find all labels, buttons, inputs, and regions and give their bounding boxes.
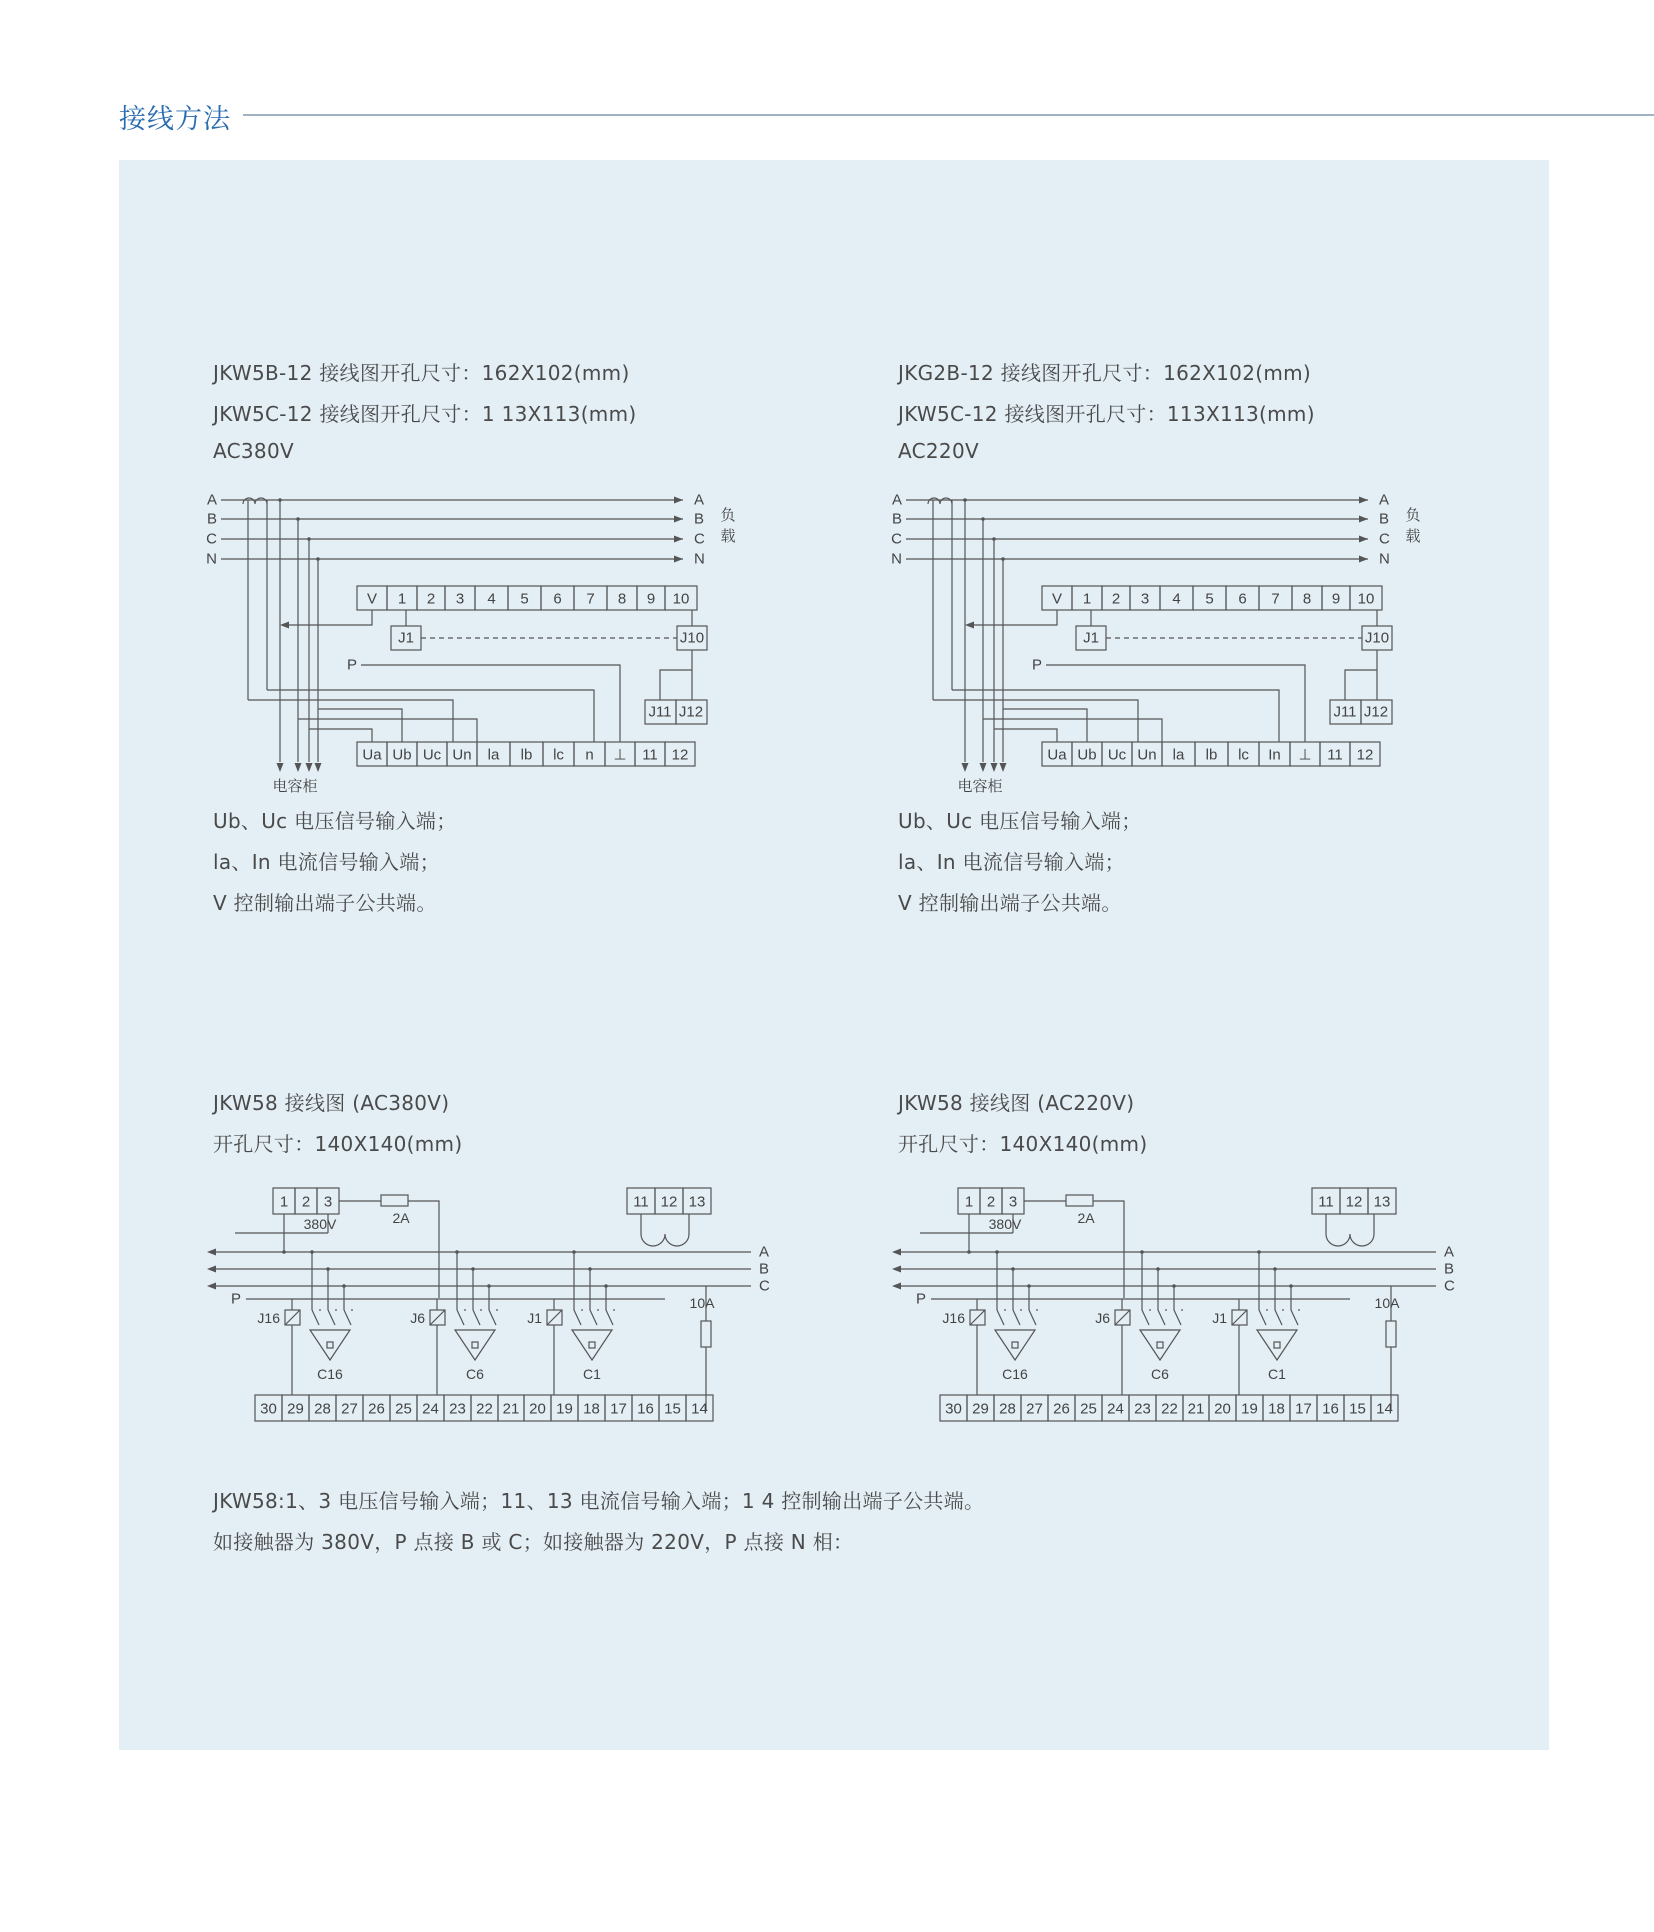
rt-voltage: AC220V xyxy=(898,439,979,463)
ct-wire-b2 xyxy=(267,690,594,742)
contact-switch xyxy=(473,1310,480,1325)
strip-terminal-label: 26 xyxy=(368,1400,385,1418)
bus-arrow-A xyxy=(892,1249,901,1256)
cabinet-arrow-down xyxy=(306,763,313,772)
top-terminal-label: 5 xyxy=(1205,590,1214,608)
load-phase-label-A: A xyxy=(1379,491,1390,509)
strip-terminal-label: 24 xyxy=(422,1400,439,1418)
contact-switch xyxy=(1029,1310,1036,1325)
p-label: P xyxy=(346,656,357,674)
fuse-10a-label: 10A xyxy=(689,1295,715,1311)
capacitor-icon xyxy=(1257,1330,1297,1360)
bus-arrow-A xyxy=(674,497,683,504)
strip-terminal-label: 30 xyxy=(260,1400,277,1418)
capacitor-label: C1 xyxy=(583,1366,601,1382)
p-label: P xyxy=(1031,656,1042,674)
bottom-terminal-label: In xyxy=(1268,746,1281,764)
top-terminal-label: 9 xyxy=(1331,590,1341,608)
top-terminal-label: 1 xyxy=(1082,590,1092,608)
strip-terminal-label: 20 xyxy=(529,1400,546,1418)
v-arrow-left xyxy=(280,622,289,629)
top-terminal-label: 2 xyxy=(1111,590,1121,608)
current-terminal-label: 11 xyxy=(633,1193,649,1211)
strip-terminal-label: 20 xyxy=(1214,1400,1231,1418)
capacitor-label: C1 xyxy=(1268,1366,1286,1382)
fuse-2a-icon xyxy=(1066,1195,1093,1206)
bottom-terminal-label: Ub xyxy=(392,746,412,764)
fuse-2a-icon xyxy=(381,1195,408,1206)
capacitor-core-icon xyxy=(589,1342,595,1348)
cabinet-arrow-down xyxy=(962,763,969,772)
wire-j11 xyxy=(660,670,692,700)
junction-dot xyxy=(282,1250,286,1254)
top-terminal-label: 7 xyxy=(586,590,595,608)
top-terminal-label: 9 xyxy=(646,590,656,608)
strip-terminal-label: 27 xyxy=(341,1400,358,1418)
contact-switch xyxy=(1158,1310,1165,1325)
top-terminal-label: 10 xyxy=(1357,590,1375,608)
lt-note-3: V 控制输出端子公共端。 xyxy=(213,891,437,915)
cabinet-arrow-down xyxy=(315,763,322,772)
footer-note-1: JKW58:1、3 电压信号输入端；11、13 电流信号输入端；1 4 控制输出端子公共端。 xyxy=(213,1489,985,1513)
phase-label-C: C xyxy=(759,1277,770,1295)
wire-uc xyxy=(318,709,402,742)
contact-switch xyxy=(489,1310,496,1325)
strip-terminal-label: 30 xyxy=(945,1400,962,1418)
bus-arrow-B xyxy=(207,1266,216,1273)
ct-loops-icon xyxy=(1326,1214,1374,1246)
ct-coil-icon xyxy=(928,498,952,504)
bottom-terminal-label: n xyxy=(585,746,594,764)
lt-voltage: AC380V xyxy=(213,439,294,463)
bottom-terminal-label: Uc xyxy=(422,746,442,764)
ct-wire-b2 xyxy=(952,690,1279,742)
rb-size: 开孔尺寸：140X140(mm) xyxy=(898,1132,1148,1156)
top-terminal-label: V xyxy=(366,590,378,608)
bottom-terminal-label: Ua xyxy=(362,746,382,764)
phase-label-A: A xyxy=(891,491,902,509)
strip-terminal-label: 23 xyxy=(449,1400,466,1418)
load-phase-label-N: N xyxy=(694,550,705,568)
strip-terminal-label: 17 xyxy=(1295,1400,1312,1418)
relay-j1-label: J1 xyxy=(398,629,414,647)
relay-coil-slash xyxy=(1232,1310,1247,1325)
capacitor-icon xyxy=(572,1330,612,1360)
bus-arrow-A xyxy=(1359,497,1368,504)
strip-terminal-label: 19 xyxy=(556,1400,573,1418)
bus-arrow-C xyxy=(674,536,683,543)
fuse-10a-icon xyxy=(701,1321,711,1347)
contact-switch xyxy=(1275,1310,1282,1325)
contact-switch xyxy=(606,1310,613,1325)
current-terminal-label: 13 xyxy=(1373,1193,1391,1211)
top-terminal-label: 8 xyxy=(1302,590,1312,608)
relay-label: J1 xyxy=(1212,1310,1227,1326)
relay-label: J16 xyxy=(942,1310,965,1326)
relay-coil-slash xyxy=(970,1310,985,1325)
bottom-terminal-label: lb xyxy=(520,746,533,764)
voltage-terminal-label: 1 xyxy=(964,1193,974,1211)
strip-terminal-label: 27 xyxy=(1026,1400,1043,1418)
cabinet-arrow-down xyxy=(277,763,284,772)
top-terminal-label: V xyxy=(1051,590,1063,608)
relay-coil-slash xyxy=(1115,1310,1130,1325)
rt-note-3: V 控制输出端子公共端。 xyxy=(898,891,1122,915)
ct-loops-icon xyxy=(641,1214,689,1246)
ct-wire-a2 xyxy=(933,700,1138,742)
strip-terminal-label: 21 xyxy=(1187,1400,1205,1418)
bottom-terminal-label: la xyxy=(487,746,500,764)
rt-note-1: Ub、Uc 电压信号输入端； xyxy=(898,809,1142,833)
wiring-diagram-jkw5-380v xyxy=(205,480,765,795)
load-label: 负 xyxy=(1405,506,1421,524)
bus-arrow-C xyxy=(892,1283,901,1290)
top-terminal-label: 4 xyxy=(1172,590,1181,608)
relay-coil-slash xyxy=(285,1310,300,1325)
bus-arrow-B xyxy=(892,1266,901,1273)
strip-terminal-label: 14 xyxy=(1376,1400,1393,1418)
wire-v-common xyxy=(972,610,1057,625)
bus-arrow-C xyxy=(1359,536,1368,543)
strip-terminal-label: 16 xyxy=(1322,1400,1339,1418)
relay-j11-label: J11 xyxy=(648,703,672,721)
bottom-terminal-label: la xyxy=(1172,746,1185,764)
strip-terminal-label: 15 xyxy=(664,1400,681,1418)
contact-switch xyxy=(1259,1310,1266,1325)
top-terminal-label: 3 xyxy=(455,590,465,608)
footer-note-2: 如接触器为 380V，P 点接 B 或 C；如接触器为 220V，P 点接 N 相： xyxy=(213,1530,854,1554)
wire-uc xyxy=(1003,709,1087,742)
bottom-terminal-label: 11 xyxy=(1327,746,1343,764)
ct-wire-a2 xyxy=(248,700,453,742)
contact-switch xyxy=(997,1310,1004,1325)
relay-label: J1 xyxy=(527,1310,542,1326)
strip-terminal-label: 16 xyxy=(637,1400,654,1418)
strip-terminal-label: 18 xyxy=(1268,1400,1285,1418)
bottom-terminal-label: lb xyxy=(1205,746,1218,764)
capacitor-core-icon xyxy=(1274,1342,1280,1348)
capacitor-label: C6 xyxy=(1151,1366,1169,1382)
relay-label: J6 xyxy=(410,1310,425,1326)
cabinet-label: 电容柜 xyxy=(957,777,1003,795)
section-title: 接线方法 xyxy=(119,104,231,135)
bottom-terminal-label: Ub xyxy=(1077,746,1097,764)
strip-terminal-label: 28 xyxy=(999,1400,1016,1418)
relay-j11-label: J11 xyxy=(1333,703,1357,721)
contact-switch xyxy=(1142,1310,1149,1325)
contact-switch xyxy=(574,1310,581,1325)
section-header xyxy=(119,92,1539,135)
capacitor-label: C6 xyxy=(466,1366,484,1382)
load-label: 载 xyxy=(720,527,736,545)
top-terminal-label: 6 xyxy=(553,590,562,608)
phase-label-A: A xyxy=(206,491,217,509)
capacitor-icon xyxy=(995,1330,1035,1360)
wire-p xyxy=(1046,665,1305,742)
top-terminal-label: 1 xyxy=(397,590,407,608)
strip-terminal-label: 25 xyxy=(1080,1400,1097,1418)
capacitor-icon xyxy=(310,1330,350,1360)
top-terminal-label: 10 xyxy=(672,590,690,608)
current-terminal-label: 11 xyxy=(1318,1193,1334,1211)
strip-terminal-label: 15 xyxy=(1349,1400,1366,1418)
v-arrow-left xyxy=(965,622,974,629)
phase-label-B: B xyxy=(759,1260,770,1278)
wire-ub xyxy=(298,719,477,742)
phase-label-A: A xyxy=(759,1243,770,1261)
phase-label-B: B xyxy=(206,510,217,528)
top-terminal-label: 8 xyxy=(617,590,627,608)
bottom-terminal-label: ⊥ xyxy=(613,746,627,764)
current-terminal-label: 12 xyxy=(1345,1193,1363,1211)
cabinet-arrow-down xyxy=(295,763,302,772)
rt-spec-1: JKG2B-12 接线图开孔尺寸：162X102(mm) xyxy=(898,361,1311,385)
bottom-terminal-label: Un xyxy=(1137,746,1157,764)
voltage-terminal-label: 3 xyxy=(1008,1193,1018,1211)
relay-j1-label: J1 xyxy=(1083,629,1099,647)
voltage-terminal-label: 2 xyxy=(986,1193,996,1211)
cabinet-arrow-down xyxy=(1000,763,1007,772)
bus-arrow-N xyxy=(674,556,683,563)
lt-note-2: la、In 电流信号输入端； xyxy=(213,850,440,874)
voltage-terminal-label: 2 xyxy=(301,1193,311,1211)
top-terminal-label: 4 xyxy=(487,590,496,608)
capacitor-icon xyxy=(455,1330,495,1360)
strip-terminal-label: 28 xyxy=(314,1400,331,1418)
relay-label: J6 xyxy=(1095,1310,1110,1326)
current-terminal-label: 12 xyxy=(660,1193,678,1211)
phase-label-B: B xyxy=(891,510,902,528)
strip-terminal-label: 21 xyxy=(502,1400,520,1418)
header-rule xyxy=(243,114,1654,116)
voltage-terminal-label: 3 xyxy=(323,1193,333,1211)
lt-note-1: Ub、Uc 电压信号输入端； xyxy=(213,809,457,833)
strip-terminal-label: 18 xyxy=(583,1400,600,1418)
load-phase-label-N: N xyxy=(1379,550,1390,568)
bus-arrow-B xyxy=(674,516,683,523)
top-terminal-label: 3 xyxy=(1140,590,1150,608)
bottom-terminal-label: lc xyxy=(553,746,564,764)
contact-switch xyxy=(1291,1310,1298,1325)
wire-ub xyxy=(983,719,1162,742)
bottom-terminal-label: ⊥ xyxy=(1298,746,1312,764)
p-label: P xyxy=(230,1290,241,1308)
bottom-terminal-label: 11 xyxy=(642,746,658,764)
lb-title: JKW58 接线图 (AC380V) xyxy=(213,1091,450,1115)
rb-title: JKW58 接线图 (AC220V) xyxy=(898,1091,1135,1115)
strip-terminal-label: 26 xyxy=(1053,1400,1070,1418)
relay-j10-label: J10 xyxy=(1364,629,1390,647)
relay-coil-slash xyxy=(430,1310,445,1325)
bus-arrow-N xyxy=(1359,556,1368,563)
current-terminal-label: 13 xyxy=(688,1193,706,1211)
contact-switch xyxy=(457,1310,464,1325)
strip-terminal-label: 19 xyxy=(1241,1400,1258,1418)
wiring-diagram-jkw58-220v xyxy=(890,1180,1470,1450)
top-terminal-label: 5 xyxy=(520,590,529,608)
lt-spec-2: JKW5C-12 接线图开孔尺寸：1 13X113(mm) xyxy=(213,402,637,426)
phase-label-N: N xyxy=(206,550,217,568)
capacitor-core-icon xyxy=(327,1342,333,1348)
load-phase-label-C: C xyxy=(694,530,705,548)
bottom-terminal-label: 12 xyxy=(671,746,689,764)
top-terminal-label: 7 xyxy=(1271,590,1280,608)
phase-label-C: C xyxy=(206,530,217,548)
relay-j10-label: J10 xyxy=(679,629,705,647)
contact-switch xyxy=(344,1310,351,1325)
load-phase-label-B: B xyxy=(694,510,705,528)
cabinet-arrow-down xyxy=(991,763,998,772)
lb-size: 开孔尺寸：140X140(mm) xyxy=(213,1132,463,1156)
relay-label: J16 xyxy=(257,1310,280,1326)
capacitor-core-icon xyxy=(472,1342,478,1348)
load-phase-label-B: B xyxy=(1379,510,1390,528)
fuse-10a-icon xyxy=(1386,1321,1396,1347)
contact-switch xyxy=(328,1310,335,1325)
load-phase-label-C: C xyxy=(1379,530,1390,548)
phase-label-N: N xyxy=(891,550,902,568)
strip-terminal-label: 24 xyxy=(1107,1400,1124,1418)
load-phase-label-A: A xyxy=(694,491,705,509)
fuse-2a-label: 2A xyxy=(392,1210,410,1226)
ct-coil-icon xyxy=(243,498,267,504)
strip-terminal-label: 22 xyxy=(1161,1400,1178,1418)
capacitor-core-icon xyxy=(1157,1342,1163,1348)
capacitor-core-icon xyxy=(1012,1342,1018,1348)
wire-fuse-2a-out xyxy=(1093,1201,1124,1298)
wire-v-common xyxy=(287,610,372,625)
phase-label-B: B xyxy=(1444,1260,1455,1278)
capacitor-label: C16 xyxy=(1002,1366,1028,1382)
bottom-terminal-label: Un xyxy=(452,746,472,764)
bottom-terminal-label: lc xyxy=(1238,746,1249,764)
capacitor-icon xyxy=(1140,1330,1180,1360)
wire-fuse-2a-out xyxy=(408,1201,439,1298)
p-label: P xyxy=(915,1290,926,1308)
bottom-terminal-label: Ua xyxy=(1047,746,1067,764)
relay-j12-label: J12 xyxy=(678,703,704,721)
relay-j12-label: J12 xyxy=(1363,703,1389,721)
bottom-terminal-label: Uc xyxy=(1107,746,1127,764)
load-label: 负 xyxy=(720,506,736,524)
contact-switch xyxy=(590,1310,597,1325)
v380-label: 380V xyxy=(303,1216,337,1232)
relay-coil-slash xyxy=(547,1310,562,1325)
rt-note-2: la、In 电流信号输入端； xyxy=(898,850,1125,874)
strip-terminal-label: 22 xyxy=(476,1400,493,1418)
v380-label: 380V xyxy=(988,1216,1022,1232)
capacitor-label: C16 xyxy=(317,1366,343,1382)
wiring-diagram-jkg2-220v xyxy=(890,480,1450,795)
lt-spec-1: JKW5B-12 接线图开孔尺寸：162X102(mm) xyxy=(213,361,630,385)
wire-p xyxy=(361,665,620,742)
contact-switch xyxy=(1013,1310,1020,1325)
top-terminal-label: 6 xyxy=(1238,590,1247,608)
cabinet-arrow-down xyxy=(980,763,987,772)
junction-dot xyxy=(967,1250,971,1254)
phase-label-A: A xyxy=(1444,1243,1455,1261)
strip-terminal-label: 17 xyxy=(610,1400,627,1418)
bus-arrow-B xyxy=(1359,516,1368,523)
fuse-2a-label: 2A xyxy=(1077,1210,1095,1226)
top-terminal-label: 2 xyxy=(426,590,436,608)
voltage-terminal-label: 1 xyxy=(279,1193,289,1211)
cabinet-label: 电容柜 xyxy=(272,777,318,795)
strip-terminal-label: 25 xyxy=(395,1400,412,1418)
fuse-10a-label: 10A xyxy=(1374,1295,1400,1311)
wire-j11 xyxy=(1345,670,1377,700)
contact-switch xyxy=(1174,1310,1181,1325)
load-label: 载 xyxy=(1405,527,1421,545)
rt-spec-2: JKW5C-12 接线图开孔尺寸：113X113(mm) xyxy=(898,402,1315,426)
bottom-terminal-label: 12 xyxy=(1356,746,1374,764)
bus-arrow-A xyxy=(207,1249,216,1256)
wiring-diagram-jkw58-380v xyxy=(205,1180,785,1450)
bus-arrow-C xyxy=(207,1283,216,1290)
strip-terminal-label: 23 xyxy=(1134,1400,1151,1418)
strip-terminal-label: 29 xyxy=(287,1400,304,1418)
strip-terminal-label: 14 xyxy=(691,1400,708,1418)
strip-terminal-label: 29 xyxy=(972,1400,989,1418)
phase-label-C: C xyxy=(891,530,902,548)
contact-switch xyxy=(312,1310,319,1325)
phase-label-C: C xyxy=(1444,1277,1455,1295)
